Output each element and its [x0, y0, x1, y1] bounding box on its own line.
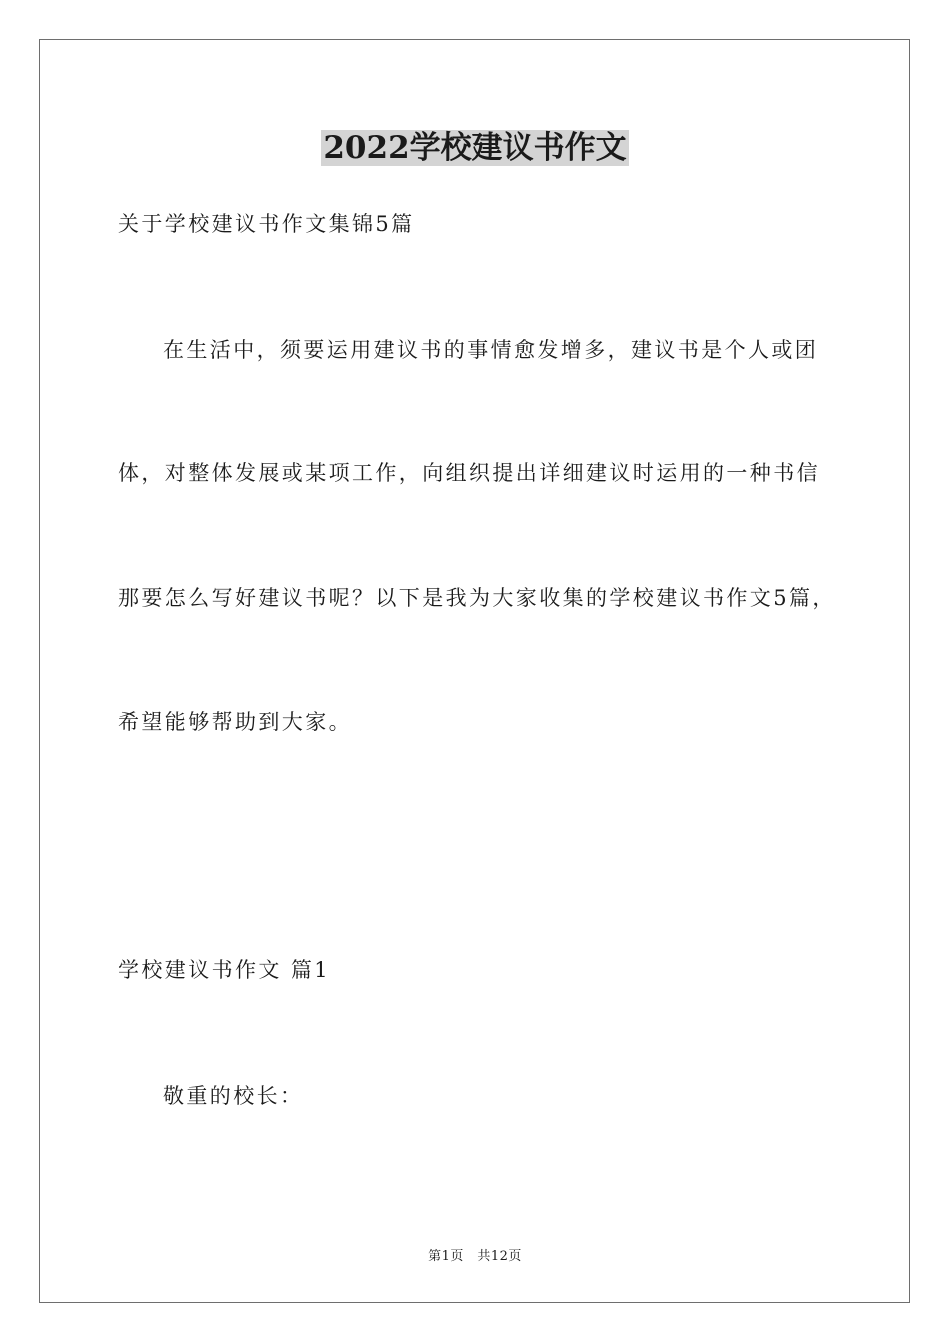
document-subtitle: 关于学校建议书作文集锦5篇 [118, 212, 415, 236]
section-heading: 学校建议书作文 篇1 [118, 958, 331, 982]
intro-line-1: 在生活中，须要运用建议书的事情愈发增多，建议书是个人或团 [163, 338, 819, 362]
intro-line-3: 那要怎么写好建议书呢？以下是我为大家收集的学校建议书作文5篇， [118, 586, 836, 610]
document-title [0, 128, 950, 168]
document-title-text: 2022学校建议书作文 [323, 130, 627, 166]
salutation: 敬重的校长： [163, 1084, 304, 1108]
intro-line-2: 体，对整体发展或某项工作，向组织提出详细建议时运用的一种书信 [118, 461, 820, 485]
page-footer: 第1页 共12页 [428, 1249, 522, 1264]
intro-line-4: 希望能够帮助到大家。 [118, 710, 352, 734]
